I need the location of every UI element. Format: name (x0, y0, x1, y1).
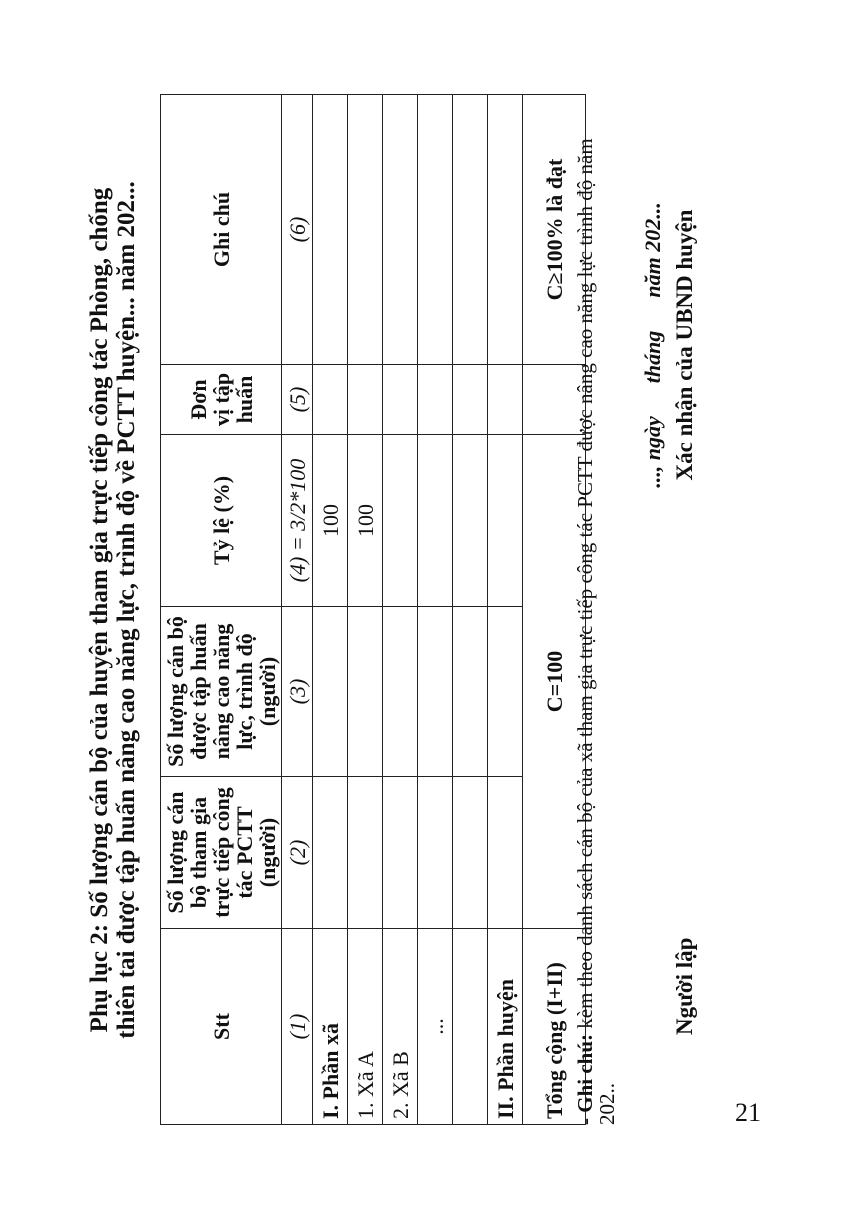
column-number-row (282, 95, 313, 1125)
colnum-2: (2) (282, 777, 313, 929)
cell-rate: 100 (348, 435, 383, 607)
cell-rate (418, 435, 453, 607)
cell-participants (418, 777, 453, 929)
cell-trained (348, 607, 383, 777)
table-row (453, 95, 488, 1125)
rotated-page-content (80, 95, 770, 1125)
page-title (86, 95, 140, 1125)
table-row (383, 95, 418, 1125)
colnum-5: (5) (282, 365, 313, 435)
cell-participants (383, 777, 418, 929)
table-row (418, 95, 453, 1125)
cell-note (418, 95, 453, 365)
cell-trained (313, 607, 348, 777)
cell-participants (453, 777, 488, 929)
header-stt: Stt (161, 929, 282, 1125)
cell-unit (313, 365, 348, 435)
cell-rate (488, 435, 523, 607)
colnum-3: (3) (282, 607, 313, 777)
colnum-1: (1) (282, 929, 313, 1125)
total-label: Tổng cộng (I+II) (523, 929, 586, 1125)
cell-note (313, 95, 348, 365)
cell-stt: 1. Xã A (348, 929, 383, 1125)
footnote (574, 95, 618, 1125)
cell-trained (453, 607, 488, 777)
cell-note (488, 95, 523, 365)
cell-unit (348, 365, 383, 435)
cell-stt: 2. Xã B (383, 929, 418, 1125)
table-row (488, 95, 523, 1125)
cell-stt: I. Phần xã (313, 929, 348, 1125)
cell-trained (383, 607, 418, 777)
cell-unit (383, 365, 418, 435)
cell-trained (418, 607, 453, 777)
cell-unit (488, 365, 523, 435)
cell-note (453, 95, 488, 365)
header-trained: Số lượng cán bộ được tập huấn nâng cao năng lực, trình độ (người) (161, 607, 282, 777)
cell-trained (488, 607, 523, 777)
footnote-text: kèm theo danh sách cán bộ của xã tham gia trực tiếp công tác PCTT được nâng cao năng lực trình độ năm 202.. (573, 138, 619, 1125)
cell-stt: ... (418, 929, 453, 1125)
total-note: C≥100% là đạt (523, 95, 586, 365)
total-rate: C=100 (523, 435, 586, 929)
header-training-unit: Đơn vị tập huấn (161, 365, 282, 435)
table-row (348, 95, 383, 1125)
title-line-2: thiên tai được tập huấn nâng cao năng lực, trình độ về PCTT huyện... năm 202... (113, 181, 140, 1039)
cell-rate (383, 435, 418, 607)
table-header-row (161, 95, 282, 1125)
cell-unit (418, 365, 453, 435)
header-note: Ghi chú (161, 95, 282, 365)
colnum-6: (6) (282, 95, 313, 365)
cell-rate: 100 (313, 435, 348, 607)
cell-stt (453, 929, 488, 1125)
cell-participants (313, 777, 348, 929)
cell-stt: II. Phần huyện (488, 929, 523, 1125)
table-row (313, 95, 348, 1125)
approval-signature-label: Xác nhận của UBND huyện (672, 209, 697, 481)
cell-note (348, 95, 383, 365)
signature-date: ..., ngày tháng năm 202... (640, 202, 665, 488)
cell-note (383, 95, 418, 365)
cell-rate (453, 435, 488, 607)
cell-participants (488, 777, 523, 929)
page-number: 21 (735, 1098, 761, 1127)
preparer-signature-label: Người lập (672, 937, 697, 1035)
cell-unit (453, 365, 488, 435)
title-line-1: Phụ lục 2: Số lượng cán bộ của huyện tham gia trực tiếp công tác Phòng, chống (86, 187, 113, 1033)
cell-participants (348, 777, 383, 929)
colnum-4: (4) = 3/2*100 (282, 435, 313, 607)
footnote-label: - Ghi chú: (573, 1033, 597, 1125)
training-table (160, 94, 586, 1125)
header-participants: Số lượng cán bộ tham gia trực tiếp công tác PCTT (người) (161, 777, 282, 929)
header-rate: Tỷ lệ (%) (161, 435, 282, 607)
